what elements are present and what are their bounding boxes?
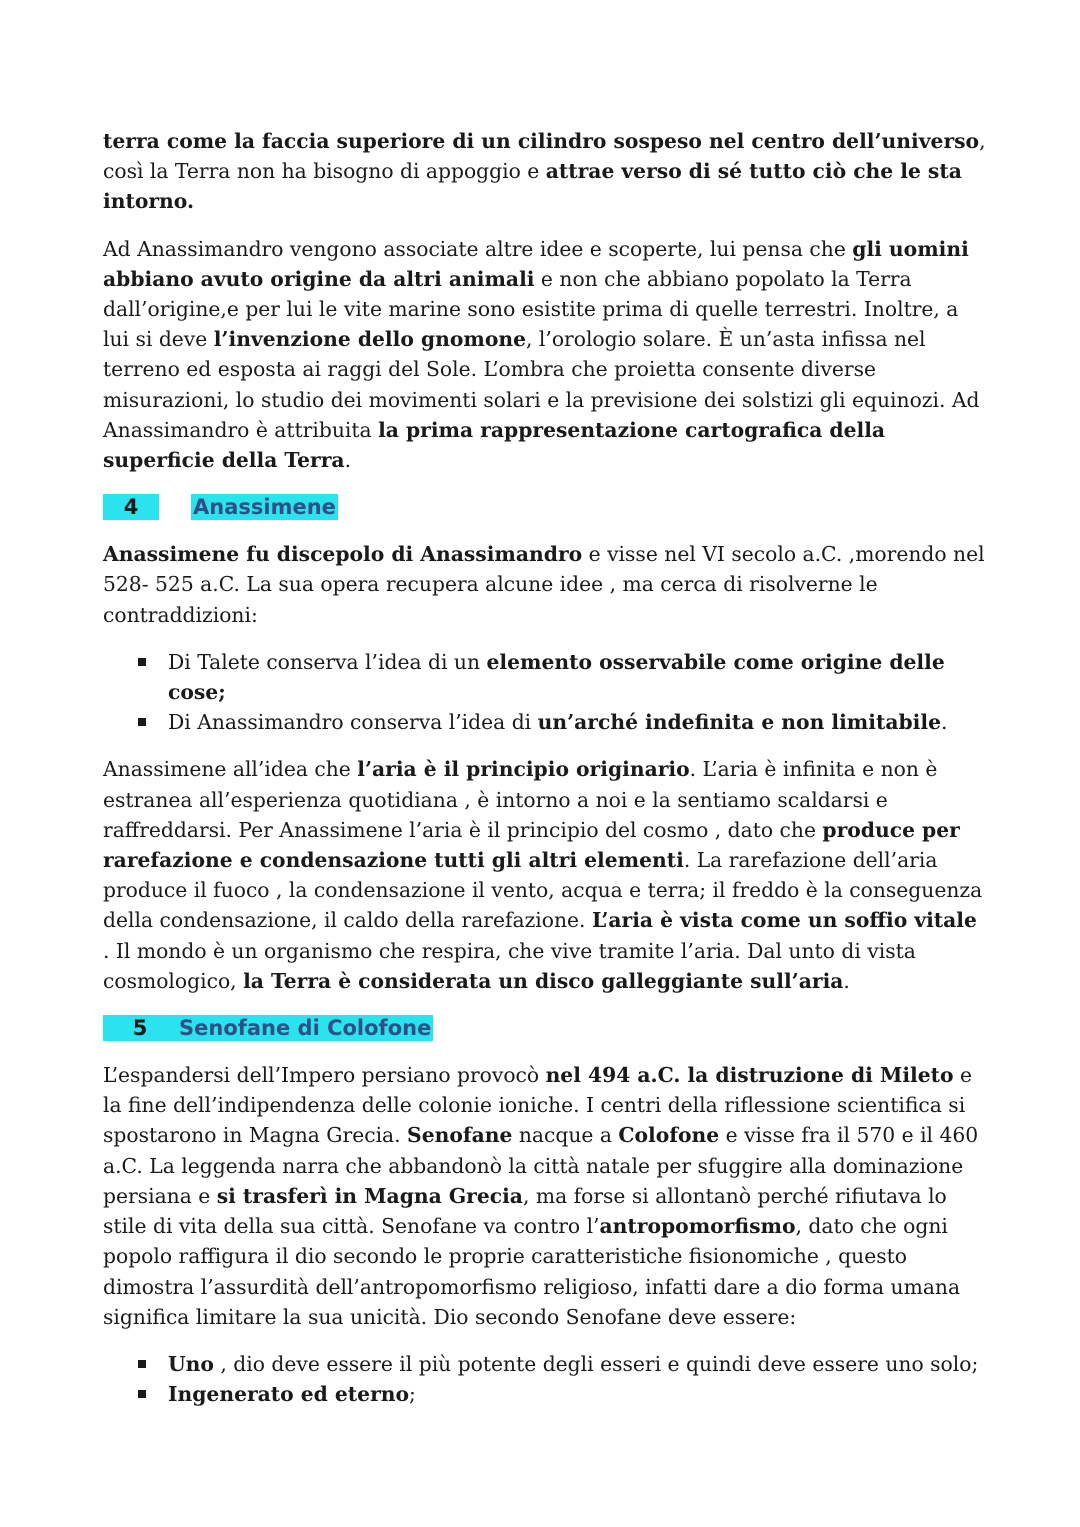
paragraph-anassimandro-ideas: [103, 234, 988, 476]
bold-text: nel 494 a.C. la distruzione di Mileto: [545, 1063, 954, 1088]
text: Anassimene all’idea che: [103, 757, 358, 782]
bold-text: un’arché indefinita e non limitabile: [537, 710, 941, 735]
bold-text: Anassimene fu discepolo di Anassimandro: [103, 542, 583, 567]
text: e visse fra il 570 e il 460 a.C. La leggenda narra che abbandonò la città natale per sfuggire alla dominazione persiana e: [103, 1123, 979, 1208]
bold-text: la prima rappresentazione cartografica della superficie della Terra: [103, 417, 886, 473]
bold-text: gli uomini abbiano avuto origine da altri animali: [103, 236, 969, 291]
section-heading-anassimene: [103, 492, 988, 522]
text: , dio deve essere il più potente degli esseri e quindi deve essere uno solo;: [213, 1351, 979, 1376]
bold-text: attrae verso di sé tutto ciò che le sta intorno.: [103, 159, 962, 214]
text: Ad Anassimandro vengono associate altre idee e scoperte, lui pensa che: [103, 236, 853, 261]
text: . Il mondo è un organismo che respira, che vive tramite l’aria. Dal unto di vista cosmologico,: [103, 938, 916, 993]
paragraph-senofane: [103, 1060, 988, 1332]
paragraph-earth-cylinder: [103, 126, 988, 217]
bold-text: terra come la faccia superiore di un cilindro sospeso nel centro dell’universo: [103, 129, 980, 153]
bold-text: elemento osservabile come origine delle cose;: [168, 649, 945, 705]
bullet-list-anassimene: [103, 647, 988, 738]
bullet-square-icon: [138, 658, 146, 666]
bold-text: Senofane: [407, 1123, 513, 1148]
bullet-list-senofane: [103, 1349, 988, 1409]
text: , così la Terra non ha bisogno di appoggio e: [103, 129, 986, 184]
text: ;: [409, 1382, 416, 1407]
bold-text: Uno: [168, 1351, 214, 1376]
text: , ma forse si allontanò perché rifiutava lo stile di vita della sua città. Senofane va contro l’: [103, 1183, 947, 1239]
text: L’espandersi dell’Impero persiano provocò: [103, 1063, 546, 1088]
bold-text: produce per rarefazione e condensazione tutti gli altri elementi: [103, 817, 960, 873]
text: , dato che ogni popolo raffigura il dio secondo le proprie caratteristiche fisionomiche , questo dimostra l’assurdità dell’antropomorfismo religioso, infatti dare a dio forma umana significa limitare la sua unicità. Dio secondo Senofane deve essere:: [103, 1214, 961, 1329]
bold-text: L’aria è vista come un soffio vitale: [591, 908, 977, 933]
section-title: Anassimene: [193, 495, 336, 520]
bold-text: Ingenerato ed eterno: [168, 1382, 410, 1407]
text: . L’aria è infinita e non è estranea all’esperienza quotidiana , è intorno a noi e la sentiamo scaldarsi e raffreddarsi. Per Anassimene l’aria è il principio del cosmo , dato che: [103, 757, 938, 842]
bold-text: Colofone: [618, 1123, 720, 1148]
text: e non che abbiano popolato la Terra dall’origine,e per lui le vite marine sono esistite prima di quelle terrestri. Inoltre, a lui si deve: [103, 266, 959, 352]
list-item: [103, 707, 988, 737]
section-title: Senofane di Colofone: [179, 1016, 432, 1041]
bullet-square-icon: [138, 718, 146, 726]
bold-text: la Terra è considerata un disco galleggiante sull’aria: [243, 968, 844, 993]
page-content: [103, 126, 988, 1426]
list-item: [103, 1349, 988, 1379]
paragraph-anassimene-intro: [103, 539, 988, 630]
text: Di Anassimandro conserva l’idea di: [168, 710, 538, 735]
bullet-square-icon: [138, 1390, 146, 1398]
list-item: [103, 1379, 988, 1409]
text: , l’orologio solare. È un’asta infissa nel terreno ed esposta ai raggi del Sole. L’ombra che proietta consente diverse misurazioni, lo studio dei movimenti solari e la previsione dei solstizi gli equinozi. Ad Anassimandro è attribuita: [103, 327, 980, 442]
text: nacque a: [512, 1123, 619, 1148]
text: e visse nel VI secolo a.C. ,morendo nel 528- 525 a.C. La sua opera recupera alcune idee , ma cerca di risolverne le contraddizioni:: [103, 542, 985, 627]
text: .: [940, 710, 948, 735]
paragraph-aria-principio: [103, 754, 988, 996]
text: . La rarefazione dell’aria produce il fuoco , la condensazione il vento, acqua e terra; il freddo è la conseguenza della condensazione, il caldo della rarefazione.: [103, 848, 983, 933]
bold-text: antropomorfismo: [599, 1214, 796, 1239]
text: e la fine dell’indipendenza delle colonie ioniche. I centri della riflessione scientifica si spostarono in Magna Grecia.: [103, 1063, 973, 1148]
bold-text: si trasferì in Magna Grecia: [216, 1183, 523, 1208]
text: Di Talete conserva l’idea di un: [168, 649, 487, 674]
section-heading-senofane: [103, 1013, 988, 1043]
bullet-square-icon: [138, 1360, 146, 1368]
list-item: [103, 647, 988, 707]
bold-text: l’aria è il principio originario: [357, 757, 690, 782]
section-number: 4: [103, 494, 159, 520]
section-number: 5: [103, 1015, 177, 1041]
bold-text: l’invenzione dello gnomone: [213, 327, 526, 352]
text: .: [843, 968, 850, 993]
text: .: [344, 448, 352, 473]
